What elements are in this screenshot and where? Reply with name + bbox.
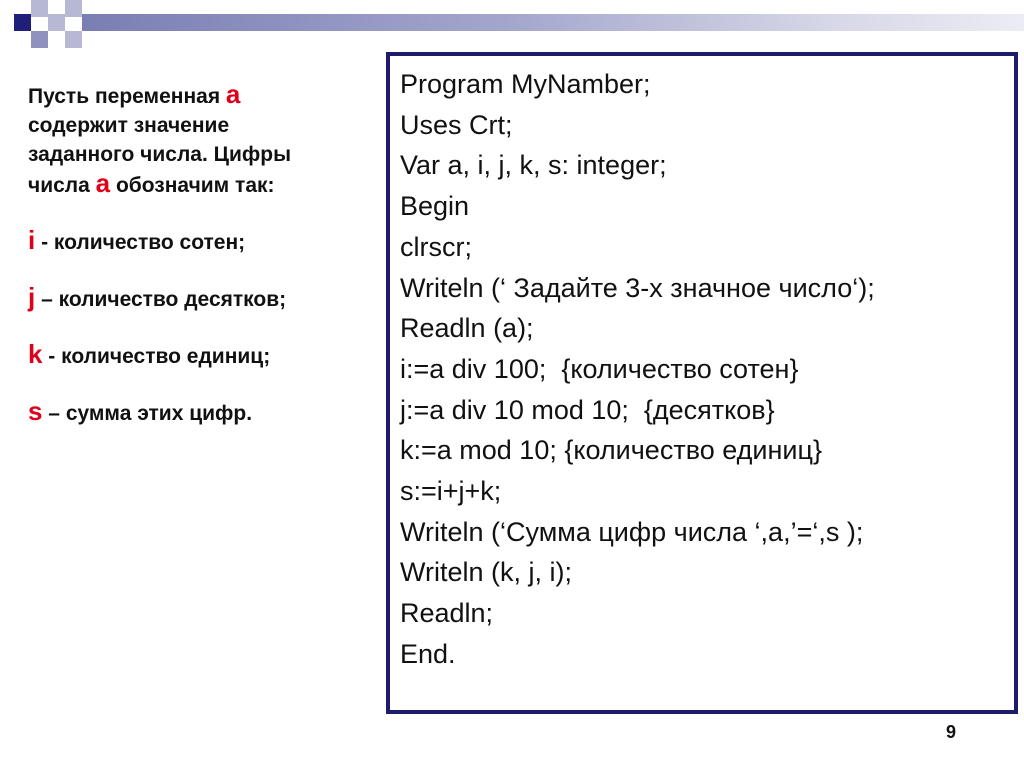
decor-square-dark <box>14 14 31 31</box>
decor-square-mid <box>31 31 48 48</box>
code-line: Readln; <box>400 598 494 629</box>
variable-letter: s <box>28 396 43 426</box>
variable-letter: i <box>28 225 36 255</box>
code-line: j:=a div 10 mod 10; {десятков} <box>400 394 775 425</box>
code-line: clrscr; <box>400 231 472 262</box>
code-line: Begin <box>400 191 470 222</box>
variable-item-k <box>28 340 388 371</box>
code-listing-box <box>386 52 1018 714</box>
code-line: Var a, i, j, k, s: integer; <box>400 150 667 181</box>
header-gradient-band <box>82 14 1024 31</box>
variable-a-accent: а <box>95 168 111 198</box>
intro-line-4 <box>28 169 388 200</box>
code-line: End. <box>400 638 456 669</box>
variable-item-s <box>28 397 388 428</box>
code-line: i:=a div 100; {количество сотен} <box>400 353 799 384</box>
intro-text: Пусть переменная <box>28 85 226 108</box>
intro-text: числа <box>28 174 96 197</box>
slide-page-number: 9 <box>946 722 957 742</box>
description-panel <box>28 80 388 428</box>
code-line: Writeln (‘Сумма цифр числа ‘,a,’=‘,s ); <box>400 516 864 547</box>
decor-square-light <box>31 0 48 17</box>
variable-letter: j <box>28 282 36 312</box>
intro-line-1 <box>28 80 388 111</box>
decor-square-light <box>65 0 82 17</box>
code-line: Readln (a); <box>400 313 534 344</box>
code-line: Program MyNamber; <box>400 69 651 99</box>
code-line: Writeln (k, j, i); <box>400 557 573 588</box>
variable-description: - количество сотен; <box>35 231 246 254</box>
variable-letter: k <box>28 339 43 369</box>
code-line: k:=a mod 10; {количество единиц} <box>400 435 822 466</box>
variable-description: – сумма этих цифр. <box>42 402 253 425</box>
decor-square-light <box>48 14 65 31</box>
variable-item-j <box>28 283 388 314</box>
variable-description: – количество десятков; <box>35 288 287 311</box>
intro-text: обозначим так: <box>110 174 275 197</box>
header-decoration <box>0 0 1024 60</box>
intro-line-3: заданного числа. Цифры <box>28 143 292 166</box>
intro-line-2: содержит значение <box>28 114 230 137</box>
code-line: Uses Crt; <box>400 109 513 140</box>
code-line: Writeln (‘ Задайте 3-х значное число‘); <box>400 272 875 303</box>
variable-item-i <box>28 226 388 257</box>
decor-square-light <box>65 31 82 48</box>
variable-a-accent: а <box>225 79 241 109</box>
code-line: s:=i+j+k; <box>400 476 502 507</box>
code-listing <box>400 64 875 675</box>
variable-description: - количество единиц; <box>42 345 271 368</box>
